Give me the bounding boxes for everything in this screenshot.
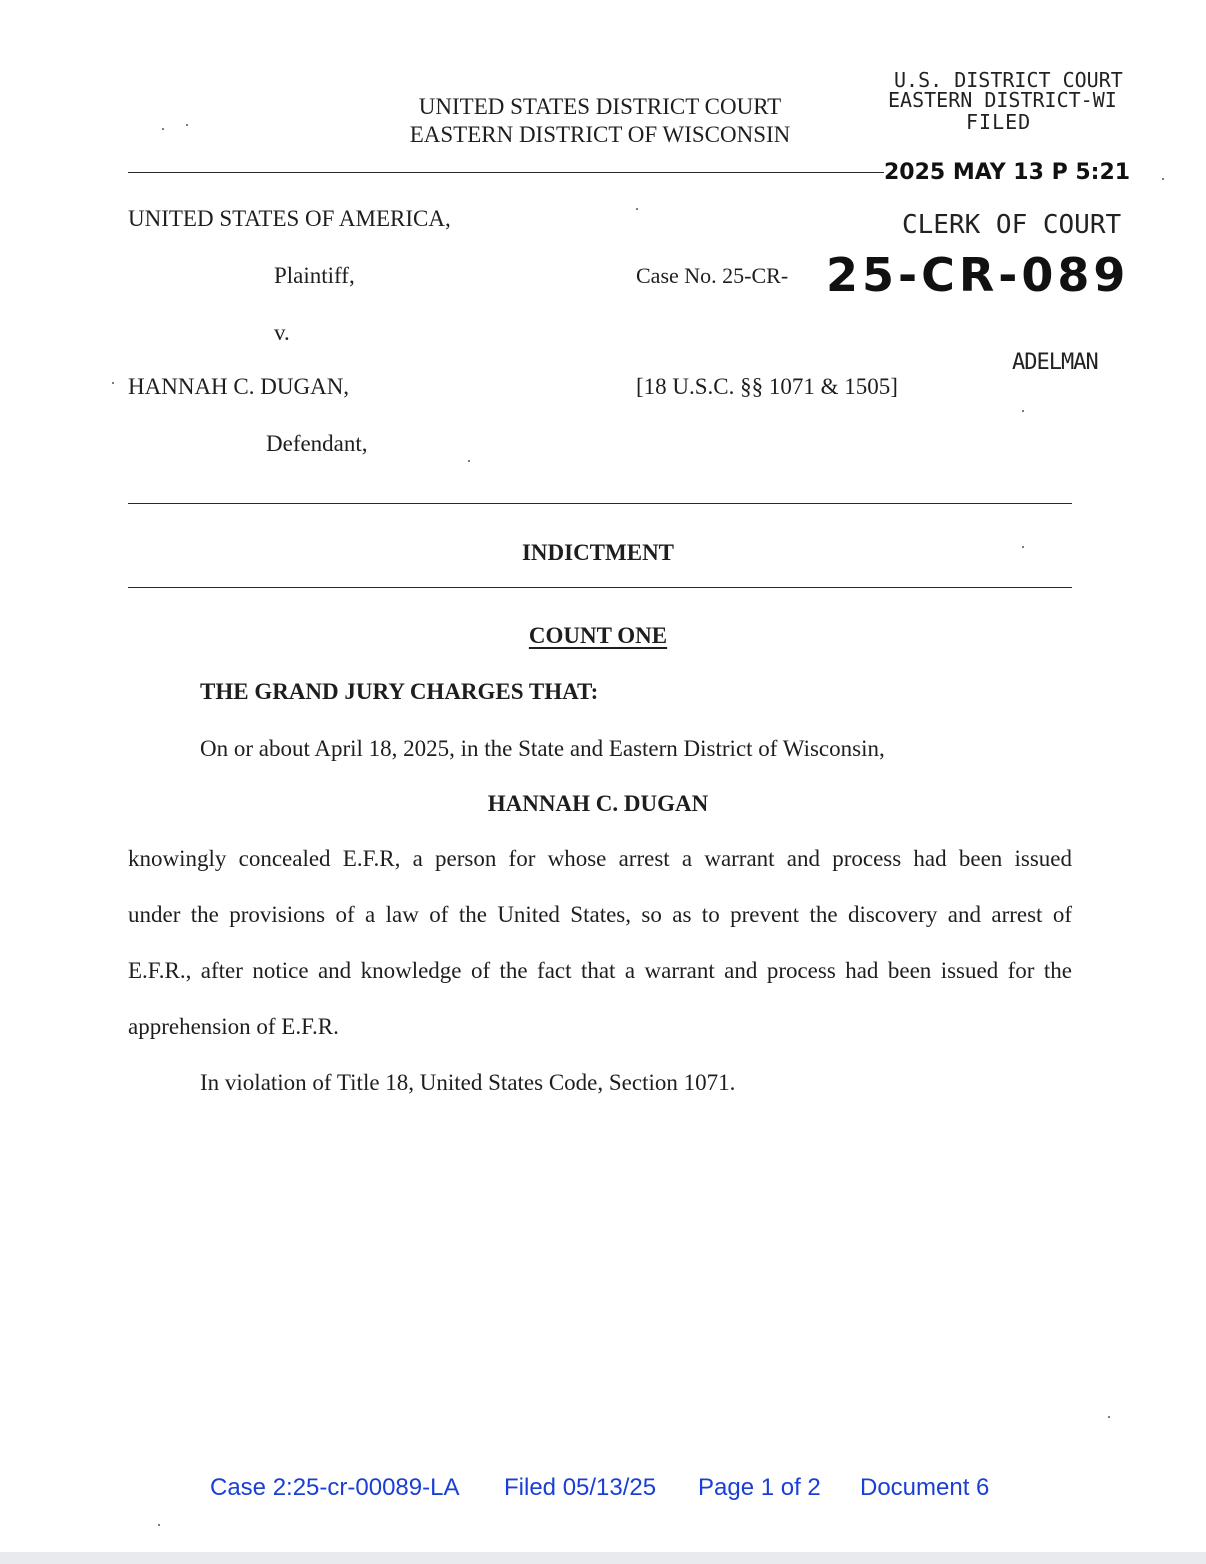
title-rule: [128, 587, 1072, 588]
body-line-3: E.F.R., after notice and knowledge of the fact that a warrant and process had been issued for the: [128, 958, 1072, 983]
plaintiff-name: UNITED STATES OF AMERICA,: [128, 206, 451, 231]
count-heading: COUNT ONE: [528, 623, 668, 648]
document-title: INDICTMENT: [521, 540, 675, 565]
scan-speck: [162, 128, 164, 130]
scan-speck: [468, 460, 470, 462]
scan-speck: [186, 124, 188, 126]
date-line: On or about April 18, 2025, in the State and Eastern District of Wisconsin,: [200, 736, 885, 761]
body-line-1: knowingly concealed E.F.R, a person for whose arrest a warrant and process had been issued: [128, 846, 1072, 871]
defendant-heading: HANNAH C. DUGAN: [487, 791, 709, 816]
scan-speck: [1162, 178, 1164, 180]
versus: v.: [274, 320, 290, 345]
stamp-date: 2025 MAY 13 P 5:21: [884, 160, 1131, 185]
charges-intro: THE GRAND JURY CHARGES THAT:: [200, 679, 599, 704]
violation-line: In violation of Title 18, United States Code, Section 1071.: [200, 1070, 736, 1095]
plaintiff-role: Plaintiff,: [274, 263, 355, 288]
body-line-4: apprehension of E.F.R.: [128, 1014, 339, 1039]
stamp-judge: ADELMAN: [1012, 350, 1098, 375]
defendant-role: Defendant,: [266, 431, 368, 456]
scan-speck: [112, 382, 114, 384]
stamp-court: U.S. DISTRICT COURT: [894, 68, 1123, 92]
body-line-2: under the provisions of a law of the United States, so as to prevent the discovery and arrest of: [128, 902, 1072, 927]
stamp-clerk: CLERK OF COURT: [902, 210, 1122, 240]
court-district: EASTERN DISTRICT OF WISCONSIN: [409, 122, 791, 147]
viewer-bottom-bar: [0, 1552, 1206, 1564]
stamp-filed: FILED: [966, 110, 1032, 134]
statute-citation: [18 U.S.C. §§ 1071 & 1505]: [636, 374, 898, 399]
header-rule: [128, 172, 884, 173]
footer-page: Page 1 of 2: [698, 1474, 821, 1501]
stamp-case-number: 25-CR-089: [826, 248, 1130, 302]
scan-speck: [636, 208, 638, 210]
scan-speck: [158, 1524, 160, 1526]
scan-speck: [1022, 546, 1024, 548]
scan-speck: [1108, 1416, 1110, 1418]
scan-speck: [1022, 410, 1024, 412]
footer-case: Case 2:25-cr-00089-LA: [210, 1474, 460, 1501]
footer-filed: Filed 05/13/25: [504, 1474, 657, 1501]
stamp-district: EASTERN DISTRICT-WI: [888, 88, 1117, 112]
defendant-name: HANNAH C. DUGAN,: [128, 374, 350, 399]
case-number-label: Case No. 25-CR-: [636, 263, 789, 288]
caption-rule: [128, 503, 1072, 504]
court-name: UNITED STATES DISTRICT COURT: [418, 94, 782, 119]
footer-document: Document 6: [860, 1474, 990, 1501]
